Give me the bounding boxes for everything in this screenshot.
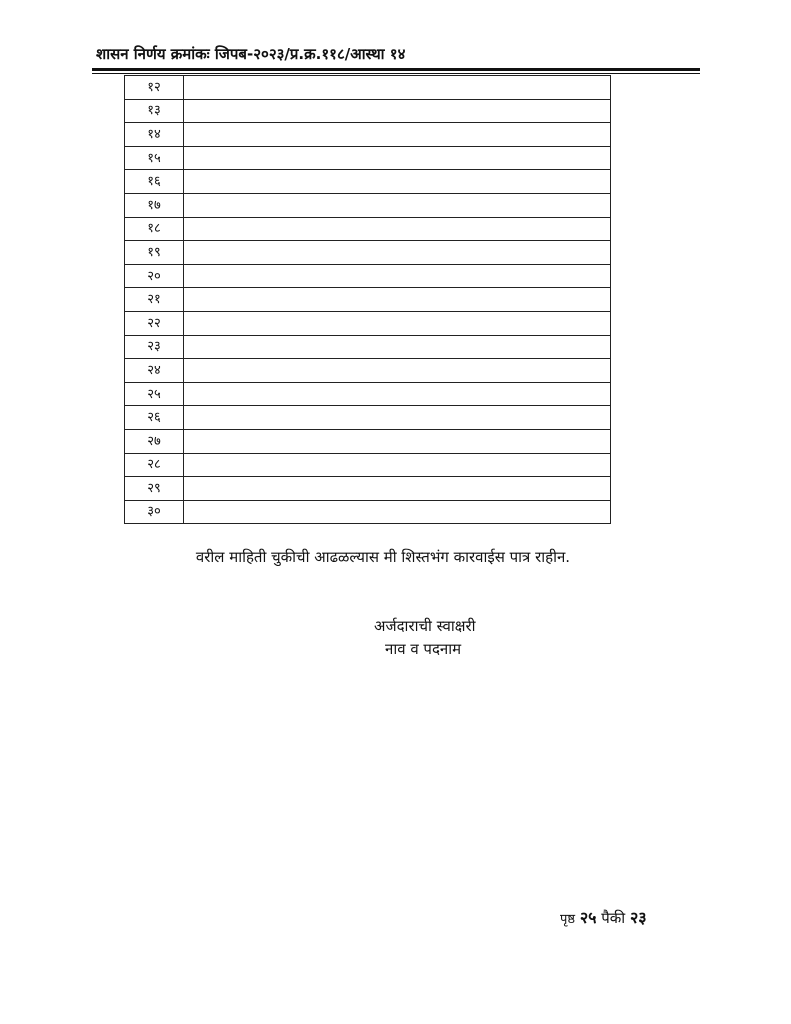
serial-number-cell: १४ xyxy=(125,123,184,147)
serial-number-cell: १५ xyxy=(125,146,184,170)
table-row xyxy=(125,359,611,383)
table-body xyxy=(125,76,611,524)
table-row xyxy=(125,288,611,312)
serial-number-cell: २२ xyxy=(125,311,184,335)
entry-cell xyxy=(184,429,611,453)
page-prefix: पृष्ठ xyxy=(560,912,576,927)
entry-cell xyxy=(184,123,611,147)
serial-number-cell: २० xyxy=(125,264,184,288)
entry-cell xyxy=(184,453,611,477)
entry-cell xyxy=(184,359,611,383)
table-row xyxy=(125,429,611,453)
serial-number-cell: २७ xyxy=(125,429,184,453)
table-row xyxy=(125,311,611,335)
total-pages: २५ xyxy=(579,908,597,927)
entry-cell xyxy=(184,335,611,359)
serial-number-cell: १२ xyxy=(125,76,184,100)
table-row xyxy=(125,264,611,288)
entry-cell xyxy=(184,146,611,170)
serial-number-cell: ३० xyxy=(125,500,184,524)
entry-cell xyxy=(184,264,611,288)
serial-number-cell: २४ xyxy=(125,359,184,383)
entry-cell xyxy=(184,193,611,217)
entry-cell xyxy=(184,477,611,501)
table-row xyxy=(125,453,611,477)
entry-cell xyxy=(184,217,611,241)
entry-cell xyxy=(184,382,611,406)
table-row xyxy=(125,241,611,265)
table-row xyxy=(125,335,611,359)
table-row xyxy=(125,477,611,501)
entry-cell xyxy=(184,170,611,194)
table-row xyxy=(125,382,611,406)
table-row xyxy=(125,406,611,430)
serial-number-cell: १३ xyxy=(125,99,184,123)
serial-number-cell: १६ xyxy=(125,170,184,194)
serial-number-cell: २८ xyxy=(125,453,184,477)
entry-cell xyxy=(184,500,611,524)
serial-number-cell: १७ xyxy=(125,193,184,217)
table-row xyxy=(125,146,611,170)
table-row xyxy=(125,500,611,524)
serial-number-cell: २५ xyxy=(125,382,184,406)
table-row xyxy=(125,193,611,217)
current-page: २३ xyxy=(629,908,647,927)
declaration-text: वरील माहिती चुकीची आढळल्यास मी शिस्तभंग कारवाईस पात्र राहीन. xyxy=(195,548,571,566)
serial-number-cell: १८ xyxy=(125,217,184,241)
document-header-title: शासन निर्णय क्रमांकः जिपब-२०२३/प्र.क्र.११८/आस्था १४ xyxy=(96,45,406,63)
applicant-signature-label: अर्जदाराची स्वाक्षरी xyxy=(374,617,476,635)
serial-number-cell: १९ xyxy=(125,241,184,265)
table-row xyxy=(125,76,611,100)
table-row xyxy=(125,123,611,147)
table-row xyxy=(125,99,611,123)
header-rule-thick xyxy=(92,68,700,71)
entry-cell xyxy=(184,99,611,123)
entry-cell xyxy=(184,241,611,265)
page-of-word: पैकी xyxy=(601,909,626,927)
serial-number-cell: २९ xyxy=(125,477,184,501)
entry-cell xyxy=(184,311,611,335)
table-row xyxy=(125,217,611,241)
serial-number-table xyxy=(124,75,611,524)
entry-cell xyxy=(184,288,611,312)
entry-cell xyxy=(184,406,611,430)
entry-cell xyxy=(184,76,611,100)
serial-number-cell: २३ xyxy=(125,335,184,359)
page-number xyxy=(560,906,647,928)
name-designation-label: नाव व पदनाम xyxy=(385,640,462,658)
table-row xyxy=(125,170,611,194)
serial-number-cell: २१ xyxy=(125,288,184,312)
serial-number-cell: २६ xyxy=(125,406,184,430)
header-rule-thin xyxy=(92,73,700,74)
